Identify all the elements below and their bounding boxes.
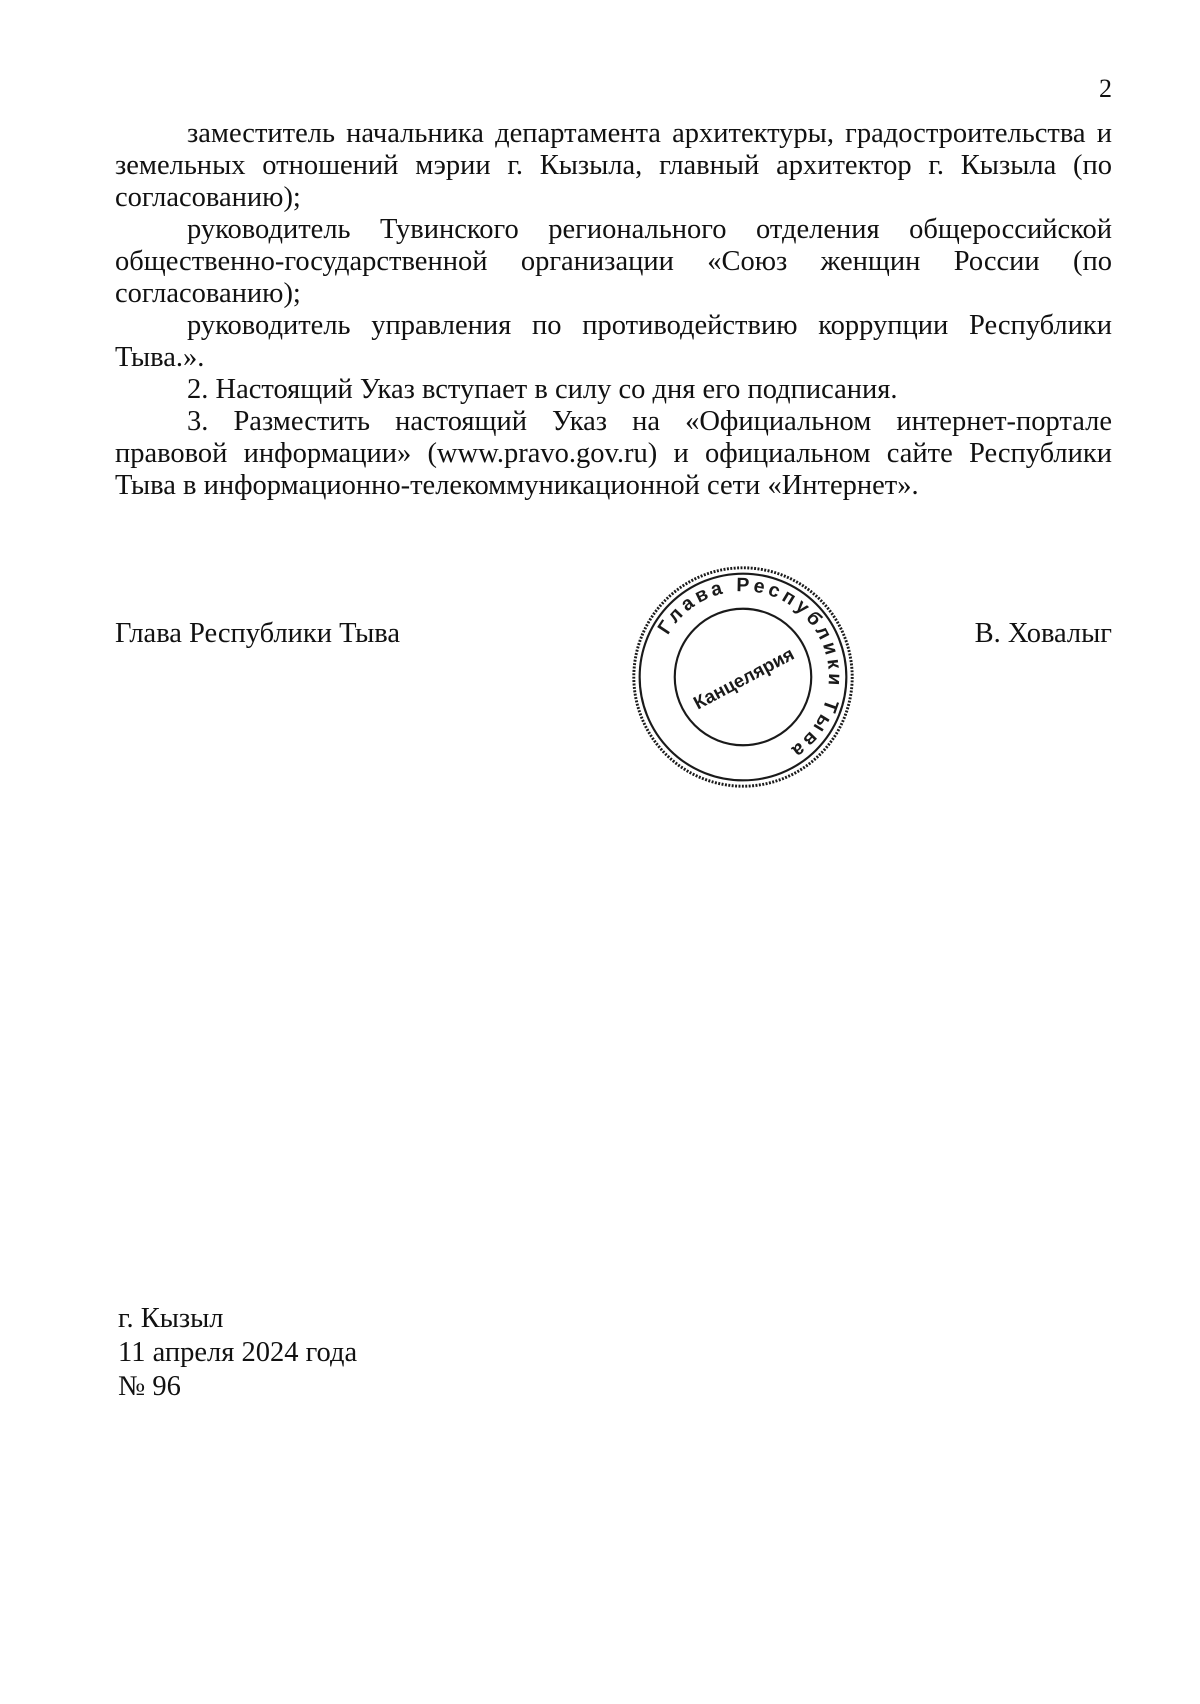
document-body: [115, 118, 1112, 502]
signatory-title: Глава Республики Тыва: [115, 618, 401, 649]
document-footer: [118, 1302, 357, 1404]
paragraph-deputy-architect: заместитель начальника департамента архитектуры, градостроительства и земельных отношений мэрии г. Кызыла, главный архитектор г. Кызыла (по согласованию);: [115, 118, 1112, 213]
stamp-center-text: Канцелярия: [689, 642, 798, 714]
stamp-ring-textpath: Глава Республики Тыва: [653, 574, 847, 765]
paragraph-anticorruption: руководитель управления по противодействию коррупции Республики Тыва.».: [115, 310, 1112, 373]
footer-number: № 96: [118, 1371, 181, 1402]
signatory-name: В. Ховалыг: [974, 618, 1112, 649]
paragraph-publication: 3. Разместить настоящий Указ на «Официальном интернет-портале правовой информации» (www.pravo.gov.ru) и официальном сайте Республики Тыва в информационно-телекоммуникационной сети «Интернет».: [115, 406, 1112, 501]
paragraph-effective-date: 2. Настоящий Указ вступает в силу со дня его подписания.: [187, 374, 898, 405]
footer-date: 11 апреля 2024 года: [118, 1337, 358, 1368]
paragraph-womens-union: руководитель Тувинского регионального отделения общероссийской общественно-государственной организации «Союз женщин России (по согласованию);: [115, 214, 1112, 309]
page-number: 2: [1099, 74, 1112, 103]
official-stamp: [626, 560, 860, 794]
footer-city: г. Кызыл: [118, 1303, 224, 1334]
